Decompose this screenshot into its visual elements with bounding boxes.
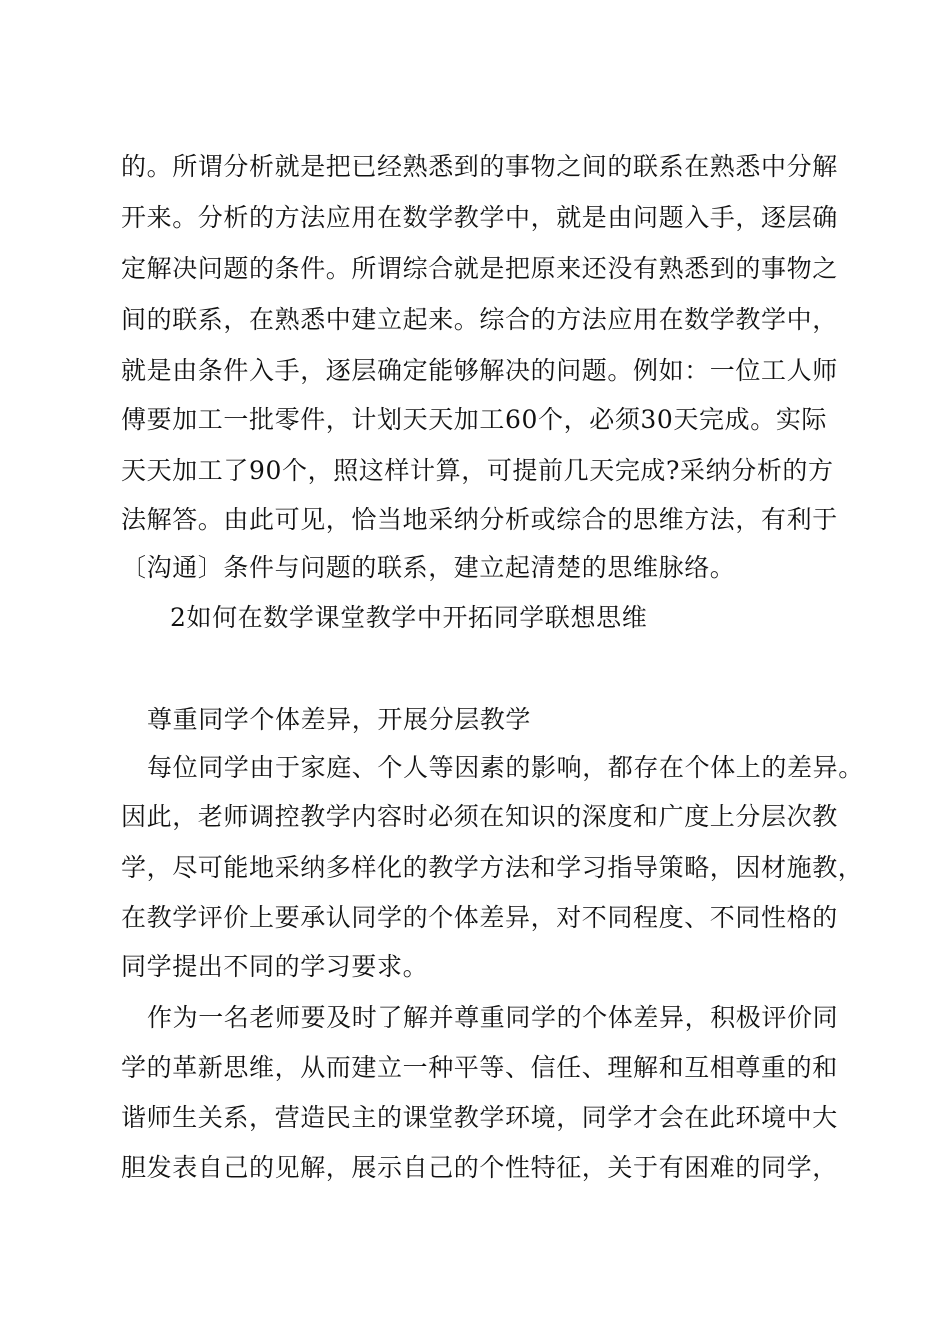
subheading: 尊重同学个体差异，开展分层教学 [147, 705, 532, 734]
paragraph-1-line: 就是由条件入手，逐层确定能够解决的问题。例如：一位工人师 [121, 356, 838, 385]
paragraph-1-line: 开来。分析的方法应用在数学教学中，就是由问题入手，逐层确 [121, 203, 838, 232]
paragraph-1-line: 〔沟通〕条件与问题的联系，建立起清楚的思维脉络。 [121, 553, 736, 582]
paragraph-1-line: 定解决问题的条件。所谓综合就是把原来还没有熟悉到的事物之 [121, 254, 838, 283]
paragraph-1-line: 天天加工了90个，照这样计算，可提前几天完成?采纳分析的方 [121, 456, 834, 485]
paragraph-1-line: 的。所谓分析就是把已经熟悉到的事物之间的联系在熟悉中分解 [121, 152, 838, 181]
paragraph-3-line: 作为一名老师要及时了解并尊重同学的个体差异，积极评价同 [147, 1003, 839, 1032]
section-heading: 2如何在数学课堂教学中开拓同学联想思维 [170, 603, 648, 632]
paragraph-3-line: 胆发表自己的见解，展示自己的个性特征，关于有困难的同学， [121, 1153, 838, 1182]
paragraph-1-line: 间的联系，在熟悉中建立起来。综合的方法应用在数学教学中， [121, 305, 838, 334]
paragraph-2-line: 每位同学由于家庭、个人等因素的影响，都存在个体上的差异。 [147, 753, 864, 782]
paragraph-2-line: 因此，老师调控教学内容时必须在知识的深度和广度上分层次教 [121, 802, 838, 831]
paragraph-2-line: 同学提出不同的学习要求。 [121, 952, 429, 981]
paragraph-2-line: 在教学评价上要承认同学的个体差异，对不同程度、不同性格的 [121, 903, 838, 932]
paragraph-1-line: 法解答。由此可见，恰当地采纳分析或综合的思维方法，有利于 [121, 505, 838, 534]
paragraph-1-line: 傅要加工一批零件，计划天天加工60个，必须30天完成。实际 [121, 405, 828, 434]
paragraph-3-line: 谐师生关系，营造民主的课堂教学环境，同学才会在此环境中大 [121, 1103, 838, 1132]
paragraph-3-line: 学的革新思维，从而建立一种平等、信任、理解和互相尊重的和 [121, 1053, 838, 1082]
paragraph-2-line: 学，尽可能地采纳多样化的教学方法和学习指导策略，因材施教， [121, 853, 864, 882]
